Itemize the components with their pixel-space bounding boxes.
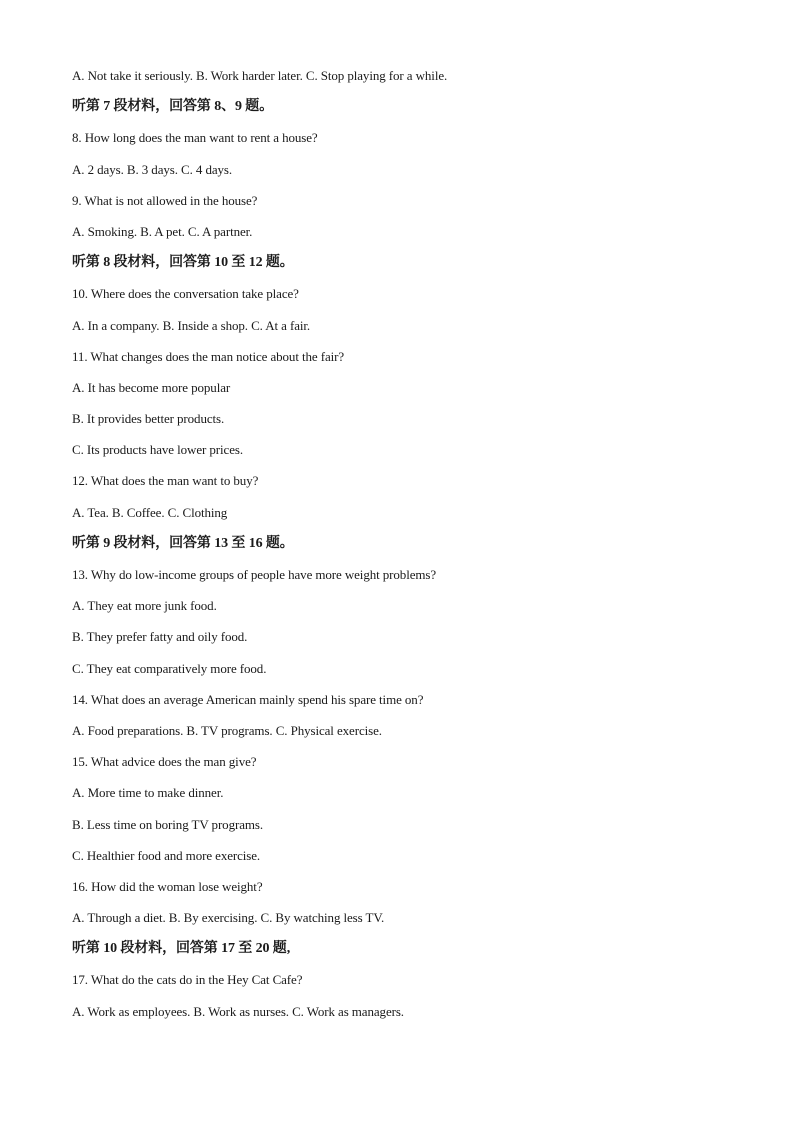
question-line: 12. What does the man want to buy? [72, 473, 259, 489]
option-line: A. Through a diet. B. By exercising. C. By watching less TV. [72, 910, 385, 926]
question-line: 14. What does an average American mainly spend his spare time on? [72, 691, 424, 707]
option-line: C. Its products have lower prices. [72, 442, 243, 458]
option-line: B. Less time on boring TV programs. [72, 816, 264, 832]
question-line: 10. Where does the conversation take place? [72, 286, 299, 302]
question-line: 11. What changes does the man notice about the fair? [72, 348, 345, 364]
question-line: 8. How long does the man want to rent a house? [72, 130, 318, 146]
option-line: A. In a company. B. Inside a shop. C. At a fair. [72, 317, 311, 333]
question-line: 17. What do the cats do in the Hey Cat Cafe? [72, 972, 303, 988]
option-line: A. Tea. B. Coffee. C. Clothing [72, 504, 228, 520]
option-line: A. Food preparations. B. TV programs. C. Physical exercise. [72, 722, 382, 738]
question-line: 15. What advice does the man give? [72, 754, 257, 770]
option-line: A. 2 days. B. 3 days. C. 4 days. [72, 161, 233, 177]
question-line: 16. How did the woman lose weight? [72, 878, 263, 894]
question-line: 9. What is not allowed in the house? [72, 192, 258, 208]
option-line: A. Work as employees. B. Work as nurses. C. Work as managers. [72, 1003, 404, 1019]
section-heading: 听第 7 段材料，回答第 8、9 题。 [72, 99, 274, 115]
page-content [72, 66, 722, 1033]
option-line: A. More time to make dinner. [72, 785, 224, 801]
section-heading: 听第 10 段材料，回答第 17 至 20 题, [72, 941, 291, 957]
option-line: B. It provides better products. [72, 411, 225, 427]
section-heading: 听第 8 段材料，回答第 10 至 12 题。 [72, 255, 294, 271]
option-line: C. They eat comparatively more food. [72, 660, 267, 676]
option-line: A. Not take it seriously. B. Work harder later. C. Stop playing for a while. [72, 68, 448, 83]
option-line: A. It has become more popular [72, 379, 231, 395]
option-line: A. Smoking. B. A pet. C. A partner. [72, 223, 253, 239]
section-heading: 听第 9 段材料，回答第 13 至 16 题。 [72, 535, 294, 551]
option-line: C. Healthier food and more exercise. [72, 847, 261, 863]
question-line: 13. Why do low-income groups of people have more weight problems? [72, 567, 437, 582]
option-line: A. They eat more junk food. [72, 598, 217, 614]
option-line: B. They prefer fatty and oily food. [72, 629, 248, 645]
